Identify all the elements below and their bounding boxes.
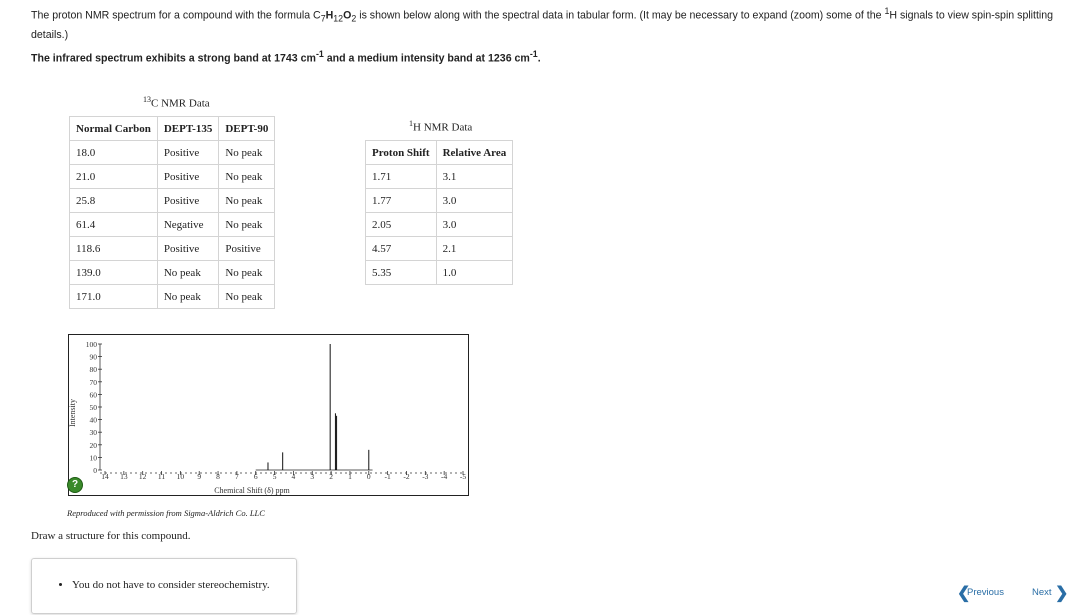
table-cell: No peak xyxy=(219,285,275,309)
table-row xyxy=(366,261,513,285)
h1-table xyxy=(365,140,513,285)
table-row xyxy=(70,285,275,309)
y-tick-label: 20 xyxy=(89,440,97,450)
chevron-left-icon: ❮ xyxy=(957,585,971,602)
x-axis-label: Chemical Shift (δ) ppm xyxy=(214,486,290,495)
ir-sup-1: -1 xyxy=(315,49,324,59)
table-cell: No peak xyxy=(157,261,219,285)
y-tick-label: 0 xyxy=(93,466,97,475)
previous-button[interactable] xyxy=(957,585,1004,602)
table-cell: No peak xyxy=(219,213,275,237)
x-tick-label: 11 xyxy=(157,472,166,481)
formula-h-count: 12 xyxy=(333,13,344,24)
x-tick-label: -4 xyxy=(441,472,448,481)
table-row xyxy=(366,165,513,189)
ir-text-2: and a medium intensity band at 1236 cm xyxy=(323,52,530,65)
table-cell: Positive xyxy=(157,165,219,189)
table-cell: No peak xyxy=(219,261,275,285)
formula-o: O xyxy=(343,9,352,22)
table-cell: 3.0 xyxy=(436,189,513,213)
table-row xyxy=(366,213,513,237)
y-tick-label: 100 xyxy=(85,340,97,349)
nmr-spectrum xyxy=(68,334,469,496)
y-tick-label: 70 xyxy=(89,377,97,387)
table-row xyxy=(70,261,275,285)
x-tick-label: 3 xyxy=(310,472,315,481)
y-tick-label: 10 xyxy=(89,453,97,463)
formula-o-count: 2 xyxy=(351,13,357,24)
table-cell: 61.4 xyxy=(70,213,158,237)
table-cell: No peak xyxy=(157,285,219,309)
list-item: • You do not have to consider stereochemistry. xyxy=(72,579,270,591)
c13-header: DEPT-135 xyxy=(157,117,219,141)
spectrum-svg xyxy=(69,335,468,495)
instructions-box xyxy=(31,558,297,614)
ir-sup-2: -1 xyxy=(529,49,538,59)
formula-c-count: 7 xyxy=(320,13,326,24)
table-cell: 171.0 xyxy=(70,285,158,309)
table-row xyxy=(70,141,275,165)
x-tick-label: 4 xyxy=(291,472,296,481)
table-cell: No peak xyxy=(219,165,275,189)
table-row xyxy=(70,237,275,261)
intro-text-3: H signals to view spin-spin splitting details.) xyxy=(31,9,1054,41)
h1-header-row xyxy=(366,141,513,165)
y-axis-label: Intensity xyxy=(68,399,77,427)
x-tick-label: -1 xyxy=(384,472,391,481)
table-row xyxy=(366,237,513,261)
x-tick-label: -3 xyxy=(422,472,429,481)
x-tick-label: 13 xyxy=(120,472,128,481)
y-tick-label: 40 xyxy=(89,415,97,425)
y-tick-label: 80 xyxy=(89,365,97,375)
c13-caption-sup: 13 xyxy=(143,95,151,104)
y-tick-label: 30 xyxy=(89,428,97,438)
next-label: Next xyxy=(1032,587,1052,598)
table-row xyxy=(70,165,275,189)
table-cell: 3.0 xyxy=(436,213,513,237)
table-cell: Negative xyxy=(157,213,219,237)
c13-header: Normal Carbon xyxy=(70,117,158,141)
instructions-list xyxy=(32,579,270,591)
question-intro xyxy=(31,3,1061,43)
c13-caption xyxy=(143,95,210,110)
table-cell: 2.05 xyxy=(366,213,437,237)
x-tick-label: 10 xyxy=(176,472,185,481)
x-tick-label: 6 xyxy=(253,472,258,481)
table-cell: 4.57 xyxy=(366,237,437,261)
ir-text-1: The infrared spectrum exhibits a strong band at 1743 cm xyxy=(31,52,316,65)
table-row xyxy=(70,213,275,237)
previous-label: Previous xyxy=(967,587,1004,598)
table-cell: Positive xyxy=(157,237,219,261)
x-tick-label: -5 xyxy=(459,472,467,481)
c13-table xyxy=(69,116,275,309)
table-cell: 1.0 xyxy=(436,261,513,285)
x-tick-label: 14 xyxy=(101,472,109,481)
c13-header: DEPT-90 xyxy=(219,117,275,141)
h1-caption xyxy=(409,119,472,134)
intro-text: The proton NMR spectrum for a compound with the formula C xyxy=(31,9,321,22)
ir-statement xyxy=(31,49,541,65)
table-cell: 139.0 xyxy=(70,261,158,285)
h1-caption-sup: 1 xyxy=(409,119,413,128)
x-tick-label: 9 xyxy=(197,472,202,481)
table-cell: 5.35 xyxy=(366,261,437,285)
h1-caption-text: H NMR Data xyxy=(413,121,473,134)
table-cell: Positive xyxy=(157,189,219,213)
y-tick-label: 60 xyxy=(89,390,97,400)
x-tick-label: 2 xyxy=(329,472,333,481)
x-tick-label: 12 xyxy=(138,472,147,481)
table-cell: Positive xyxy=(219,237,275,261)
table-cell: Positive xyxy=(157,141,219,165)
table-cell: 118.6 xyxy=(70,237,158,261)
c13-header-row xyxy=(70,117,275,141)
ir-text-3: . xyxy=(537,52,541,65)
h1-header: Relative Area xyxy=(436,141,513,165)
c13-caption-text: C NMR Data xyxy=(151,97,210,110)
y-tick-label: 90 xyxy=(89,352,97,362)
table-cell: 25.8 xyxy=(70,189,158,213)
x-tick-label: 7 xyxy=(235,472,239,481)
table-cell: 18.0 xyxy=(70,141,158,165)
chevron-right-icon: ❯ xyxy=(1055,585,1069,602)
intro-text-2: is shown below along with the spectral data in tabular form. (It may be necessary to expand (zoom) some of the xyxy=(356,9,885,22)
table-cell: 1.77 xyxy=(366,189,437,213)
table-cell: 21.0 xyxy=(70,165,158,189)
h1-header: Proton Shift xyxy=(366,141,437,165)
table-cell: 2.1 xyxy=(436,237,513,261)
intro-sup: 1 xyxy=(884,6,890,16)
table-row xyxy=(70,189,275,213)
next-button[interactable] xyxy=(1032,585,1069,602)
x-tick-label: 0 xyxy=(366,472,371,481)
x-tick-label: 1 xyxy=(348,472,352,481)
x-tick-label: 5 xyxy=(272,472,277,481)
x-tick-label: -2 xyxy=(403,472,410,481)
table-cell: No peak xyxy=(219,141,275,165)
table-row xyxy=(366,189,513,213)
table-cell: 1.71 xyxy=(366,165,437,189)
task-text: Draw a structure for this compound. xyxy=(31,530,191,542)
y-tick-label: 50 xyxy=(89,403,97,412)
help-button[interactable]: ? xyxy=(67,477,83,493)
table-cell: 3.1 xyxy=(436,165,513,189)
credit-text: Reproduced with permission from Sigma-Aldrich Co. LLC xyxy=(67,508,265,518)
table-cell: No peak xyxy=(219,189,275,213)
formula-h: H xyxy=(325,9,334,22)
x-tick-label: 8 xyxy=(216,472,220,481)
